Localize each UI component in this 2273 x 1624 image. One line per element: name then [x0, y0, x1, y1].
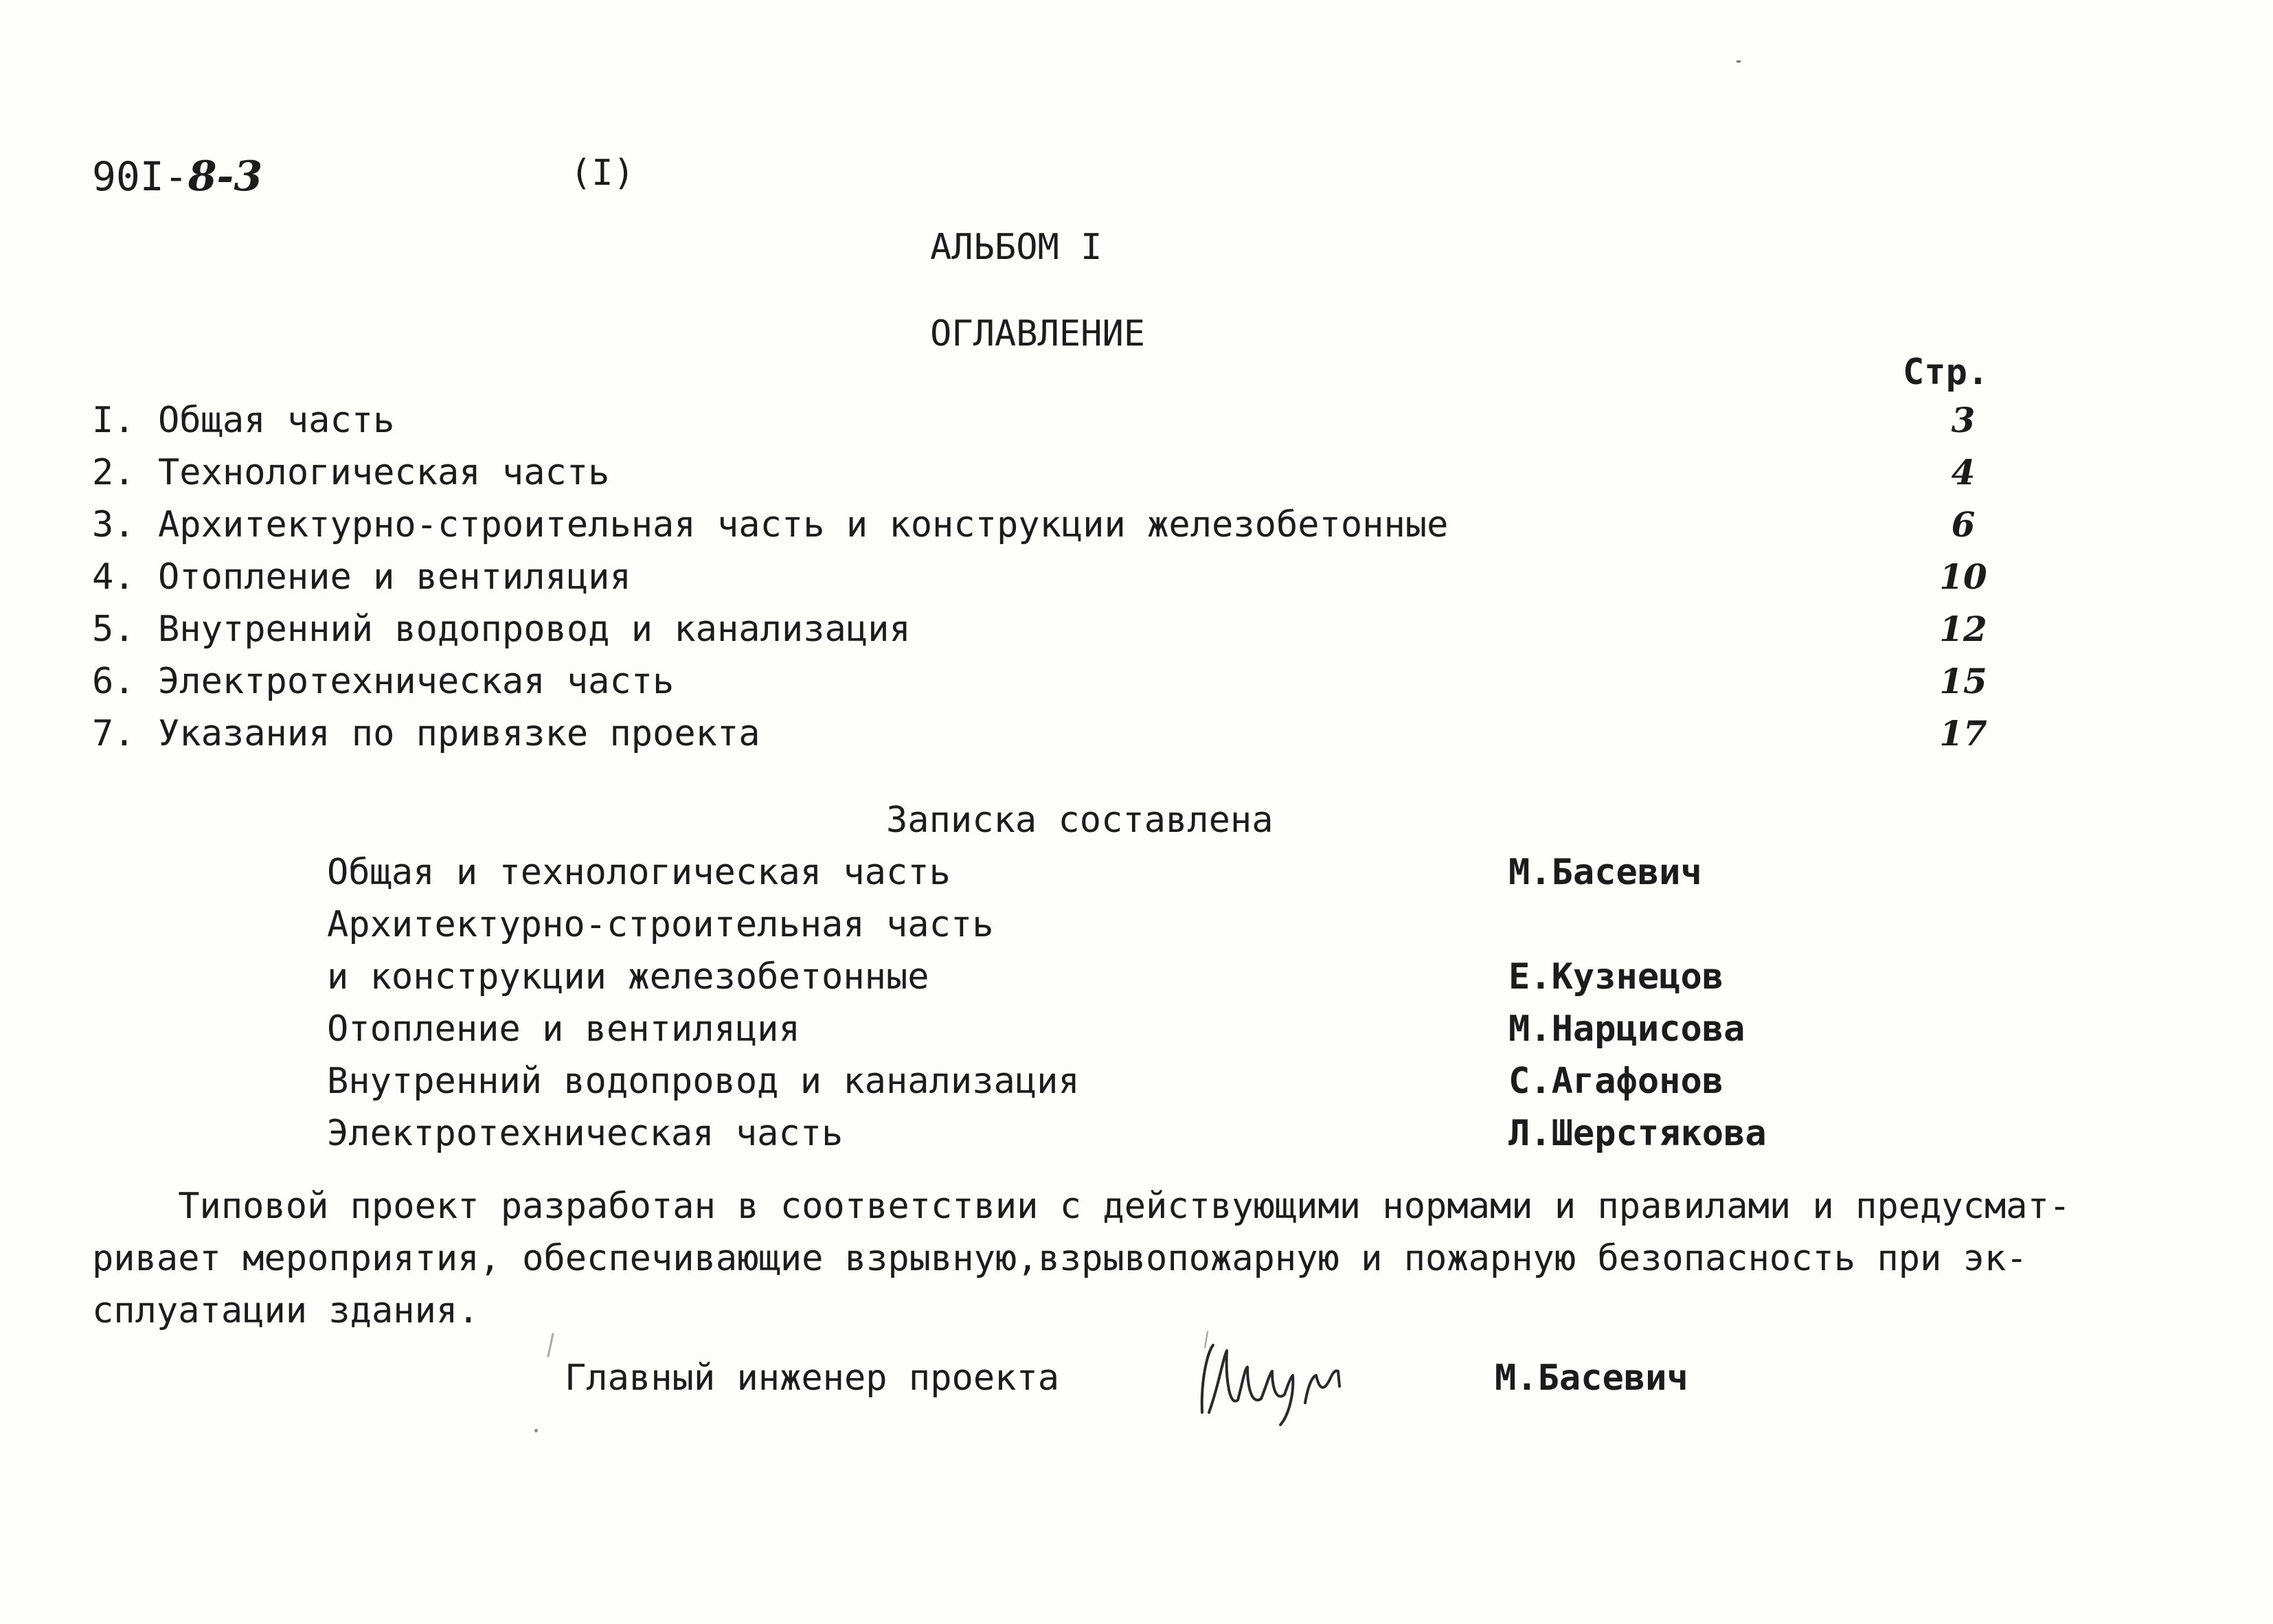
toc-item-title: Технологическая часть [158, 452, 610, 493]
project-note-line: ривает мероприятия, обеспечивающие взрывную,взрывопожарную и пожарную безопасность при эк- [92, 1238, 2028, 1279]
scan-speck [1737, 60, 1741, 63]
author-section: и конструкции железобетонные [327, 956, 929, 997]
sheet-number: (I) [570, 153, 635, 194]
toc-item [92, 609, 2153, 657]
toc-item [92, 452, 2153, 500]
toc-item-title: Архитектурно-строительная часть и конструкции железобетонные [158, 504, 1449, 545]
project-note-line: сплуатации здания. [92, 1290, 479, 1331]
author-name: М.Нарцисова [1508, 1008, 1745, 1050]
toc-item-number: 4. [92, 556, 135, 598]
toc-item-page: 3 [1951, 400, 1976, 440]
toc-item [92, 661, 2153, 709]
author-row [327, 1008, 1838, 1057]
document-code [92, 153, 262, 201]
toc-item-page: 4 [1951, 452, 1976, 493]
signature-name: М.Басевич [1495, 1357, 1688, 1399]
authors-heading: Записка составлена [886, 800, 1274, 841]
page-column-label: Стр. [1903, 352, 1989, 393]
toc-item-number: 6. [92, 661, 135, 702]
toc-item-number: 2. [92, 452, 135, 493]
toc-item-page: 17 [1939, 713, 1987, 754]
signature-role: Главный инженер проекта [565, 1357, 1060, 1399]
author-row [327, 904, 1838, 952]
author-row [327, 852, 1838, 900]
author-name: М.Басевич [1508, 852, 1702, 893]
document-code-prefix: 90I- [92, 153, 188, 200]
toc-item [92, 556, 2153, 605]
toc-item-title: Электротехническая часть [158, 661, 675, 702]
toc-item-number: 7. [92, 713, 135, 754]
toc-item-page: 15 [1939, 661, 1987, 701]
author-row [327, 1061, 1838, 1109]
author-name: Л.Шерстякова [1508, 1113, 1767, 1154]
toc-item-page: 6 [1951, 504, 1976, 545]
author-section: Отопление и вентиляция [327, 1008, 800, 1050]
album-title: АЛЬБОМ I [930, 227, 1102, 268]
toc-item-title: Отопление и вентиляция [158, 556, 631, 598]
author-section: Внутренний водопровод и канализация [327, 1061, 1080, 1102]
author-section: Архитектурно-строительная часть [327, 904, 994, 945]
document-code-suffix: 8-3 [188, 153, 263, 201]
scan-speck [547, 1333, 554, 1357]
toc-item [92, 400, 2153, 448]
contents-title: ОГЛАВЛЕНИЕ [930, 313, 1146, 354]
toc-item-title: Указания по привязке проекта [158, 713, 760, 754]
scan-speck [534, 1429, 538, 1432]
toc-item [92, 713, 2153, 761]
author-row [327, 956, 1838, 1004]
toc-item-page: 12 [1939, 609, 1987, 649]
toc-item [92, 504, 2153, 552]
handwritten-signature-icon [1195, 1331, 1367, 1428]
author-section: Электротехническая часть [327, 1113, 844, 1154]
toc-item-number: I. [92, 400, 135, 441]
toc-item-title: Внутренний водопровод и канализация [158, 609, 911, 650]
toc-item-number: 3. [92, 504, 135, 545]
toc-item-page: 10 [1939, 556, 1987, 597]
author-name: С.Агафонов [1508, 1061, 1724, 1102]
author-name: Е.Кузнецов [1508, 956, 1724, 997]
toc-item-title: Общая часть [158, 400, 395, 441]
project-note-line: Типовой проект разработан в соответствии с действующими нормами и правилами и предусмат- [92, 1186, 2071, 1227]
author-section: Общая и технологическая часть [327, 852, 951, 893]
author-row [327, 1113, 1838, 1161]
toc-item-number: 5. [92, 609, 135, 650]
